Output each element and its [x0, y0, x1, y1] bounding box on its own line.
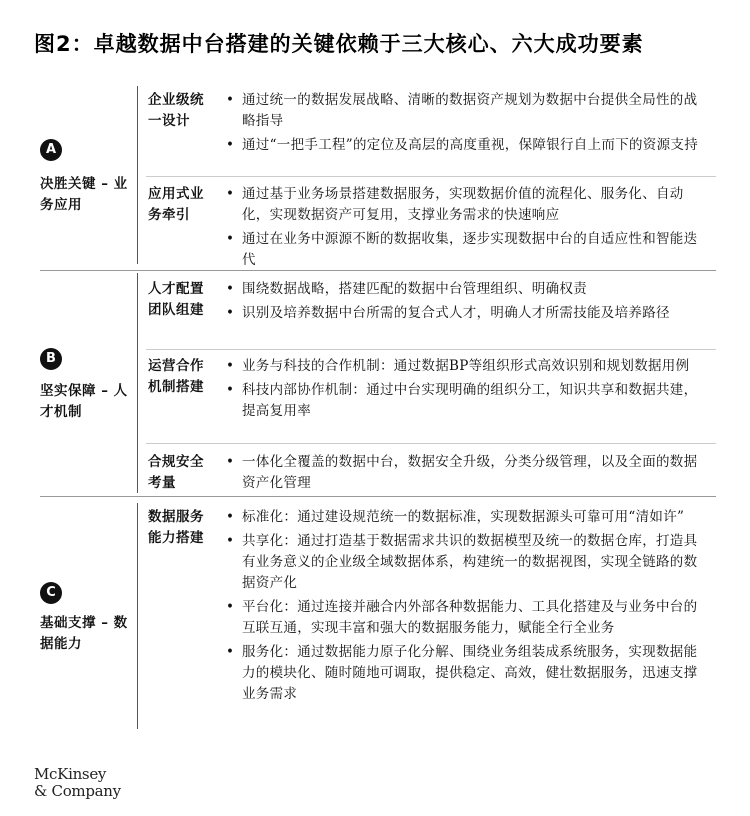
- group-b: [40, 270, 716, 495]
- sub-label: 合规安全考量: [148, 454, 204, 491]
- bullet-list: [224, 356, 710, 425]
- sub-section: [146, 443, 716, 494]
- logo-line-2: & Company: [34, 782, 121, 800]
- sub-label: 人才配置团队组建: [148, 281, 204, 318]
- mckinsey-logo: [34, 766, 121, 800]
- bullet-item: • 平台化：通过连接并融合内外部各种数据能力、工具化搭建及与业务中台的互联互通，实现丰富和强大的数据服务能力，赋能全行全业务: [224, 597, 710, 639]
- sub-section: [146, 349, 716, 444]
- divider-vertical: [137, 86, 138, 264]
- divider-vertical: [137, 503, 138, 729]
- bullet-item: • 一体化全覆盖的数据中台，数据安全升级，分类分级管理，以及全面的数据资产化管理: [224, 452, 710, 494]
- sub-section: [146, 90, 716, 176]
- logo-line-1: McKinsey: [34, 765, 107, 783]
- bullet-list: [224, 452, 710, 497]
- bullet-item: • 通过基于业务场景搭建数据服务，实现数据价值的流程化、服务化、自动化，实现数据资产可复用，支撑业务需求的快速响应: [224, 184, 710, 226]
- bullet-item: • 标准化：通过建设规范统一的数据标准，实现数据源头可靠可用“清如许”: [224, 507, 710, 528]
- group-label-c: 基础支撑 – 数据能力: [40, 615, 128, 652]
- sub-section: [146, 176, 716, 268]
- bullet-item: • 通过在业务中源源不断的数据收集，逐步实现数据中台的自适应性和智能迭代: [224, 229, 710, 271]
- badge-c: C: [40, 582, 62, 604]
- badge-a: A: [40, 139, 62, 161]
- sub-label: 运营合作机制搭建: [148, 358, 204, 395]
- divider-vertical: [137, 273, 138, 493]
- bullet-item: • 围绕数据战略，搭建匹配的数据中台管理组织、明确权责: [224, 279, 710, 300]
- group-label-a: 决胜关键 – 业务应用: [40, 176, 128, 213]
- bullet-list: [224, 184, 710, 274]
- bullet-item: • 业务与科技的合作机制：通过数据BP等组织形式高效识别和规划数据用例: [224, 356, 710, 377]
- bullet-item: • 通过“一把手工程”的定位及高层的高度重视，保障银行自上而下的资源支持: [224, 135, 710, 156]
- sub-label: 企业级统一设计: [148, 92, 204, 129]
- bullet-item: • 服务化：通过数据能力原子化分解、围绕业务组装成系统服务，实现数据能力的模块化、随时随地可调取，提供稳定、高效，健壮数据服务，迅速支撑业务需求: [224, 642, 710, 705]
- group-a: [40, 86, 716, 268]
- sub-label: 应用式业务牵引: [148, 186, 204, 223]
- sub-section: [146, 507, 716, 729]
- bullet-item: • 通过统一的数据发展战略、清晰的数据资产规划为数据中台提供全局性的战略指导: [224, 90, 710, 132]
- bullet-item: • 共享化：通过打造基于数据需求共识的数据模型及统一的数据仓库，打造具有业务意义的企业级全域数据体系，构建统一的数据视图，实现全链路的数据资产化: [224, 531, 710, 594]
- group-label-b: 坚实保障 – 人才机制: [40, 383, 128, 420]
- bullet-item: • 识别及培养数据中台所需的复合式人才，明确人才所需技能及培养路径: [224, 303, 710, 324]
- bullet-list: [224, 279, 710, 327]
- bullet-list: [224, 90, 710, 159]
- sub-label: 数据服务能力搭建: [148, 509, 204, 546]
- bullet-list: [224, 507, 710, 708]
- bullet-item: • 科技内部协作机制：通过中台实现明确的组织分工，知识共享和数据共建，提高复用率: [224, 380, 710, 422]
- badge-b: B: [40, 348, 62, 370]
- page-title: 图2：卓越数据中台搭建的关键依赖于三大核心、六大成功要素: [34, 32, 644, 56]
- sub-section: [146, 279, 716, 349]
- group-c: [40, 496, 716, 731]
